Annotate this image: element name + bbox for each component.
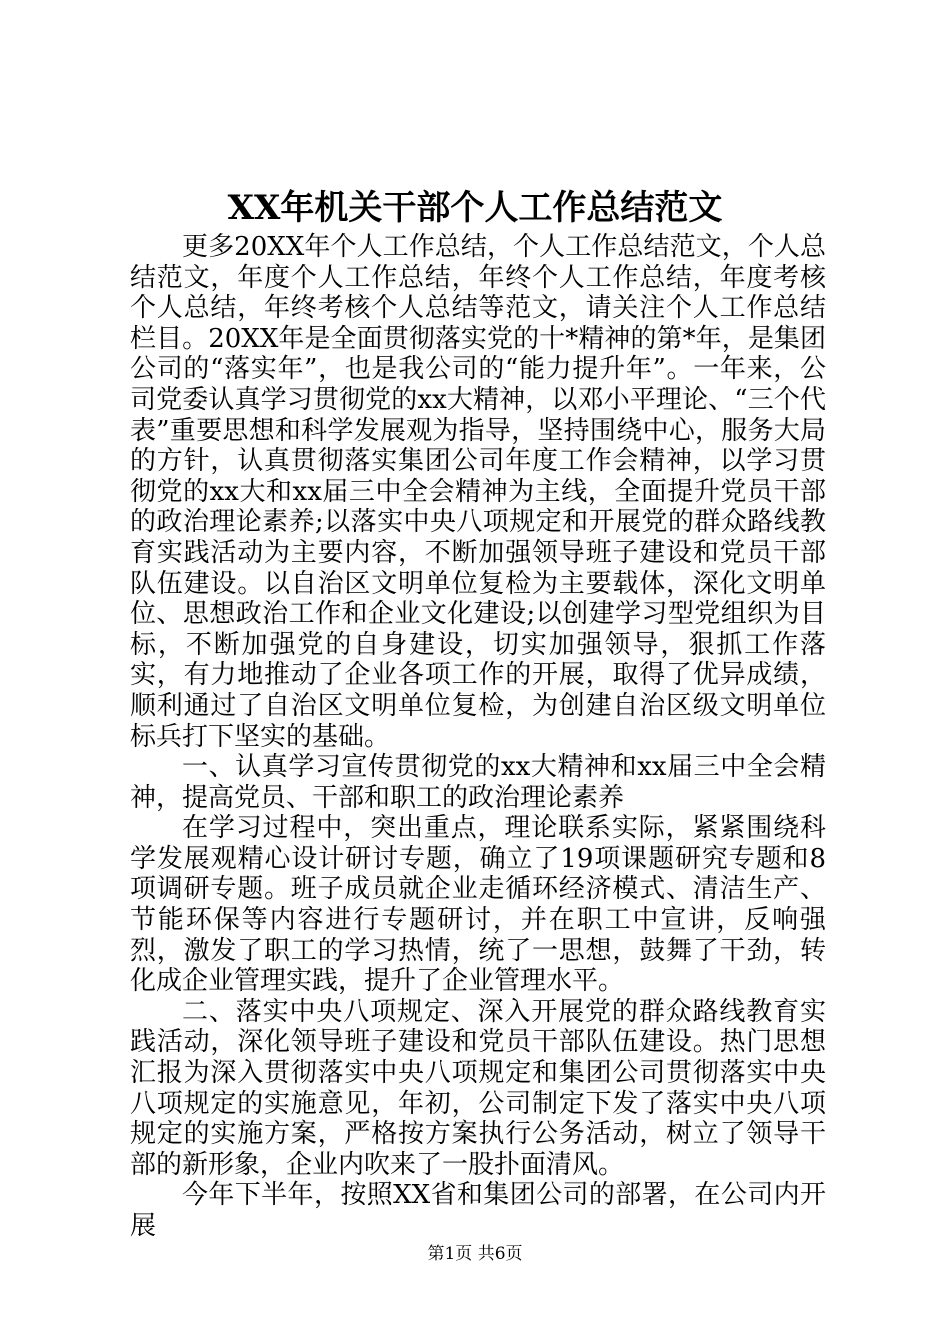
- paragraph-continuation: 今年下半年，按照XX省和集团公司的部署，在公司内开展: [130, 1180, 826, 1241]
- page-footer: 第1页 共6页: [427, 1244, 523, 1264]
- document-body: [130, 232, 826, 1242]
- document-title: XX年机关干部个人工作总结范文: [227, 188, 723, 228]
- paragraph-intro: 更多20XX年个人工作总结，个人工作总结范文，个人总结范文，年度个人工作总结，年终个人工作总结，年度考核个人总结，年终考核个人总结等范文，请关注个人工作总结栏目。20XX年是全面贯彻落实党的十*精神的第*年，是集团公司的“落实年”，也是我公司的“能力提升年”。一年来，公司党委认真学习贯彻党的xx大精神，以邓小平理论、“三个代表”重要思想和科学发展观为指导，坚持围绕中心，服务大局的方针，认真贯彻落实集团公司年度工作会精神，以学习贯彻党的xx大和xx届三中全会精神为主线，全面提升党员干部的政治理论素养;以落实中央八项规定和开展党的群众路线教育实践活动为主要内容，不断加强领导班子建设和党员干部队伍建设。以自治区文明单位复检为主要载体，深化文明单位、思想政治工作和企业文化建设;以创建学习型党组织为目标，不断加强党的自身建设，切实加强领导，狠抓工作落实，有力地推动了企业各项工作的开展，取得了优异成绩，顺利通过了自治区文明单位复检，为创建自治区级文明单位标兵打下坚实的基础。: [130, 232, 826, 752]
- paragraph-section-2: 二、落实中央八项规定、深入开展党的群众路线教育实践活动，深化领导班子建设和党员干部队伍建设。热门思想汇报为深入贯彻落实中央八项规定和集团公司贯彻落实中央八项规定的实施意见，年初，公司制定下发了落实中央八项规定的实施方案，严格按方案执行公务活动，树立了领导干部的新形象，企业内吹来了一股扑面清风。: [130, 996, 826, 1180]
- paragraph-section-1-heading: 一、认真学习宣传贯彻党的xx大精神和xx届三中全会精神，提高党员、干部和职工的政治理论素养: [130, 752, 826, 813]
- paragraph-section-1-body: 在学习过程中，突出重点，理论联系实际，紧紧围绕科学发展观精心设计研讨专题，确立了19项课题研究专题和8项调研专题。班子成员就企业走循环经济模式、清洁生产、节能环保等内容进行专题研讨，并在职工中宣讲，反响强烈，激发了职工的学习热情，统了一思想，鼓舞了干劲，转化成企业管理实践，提升了企业管理水平。: [130, 813, 826, 997]
